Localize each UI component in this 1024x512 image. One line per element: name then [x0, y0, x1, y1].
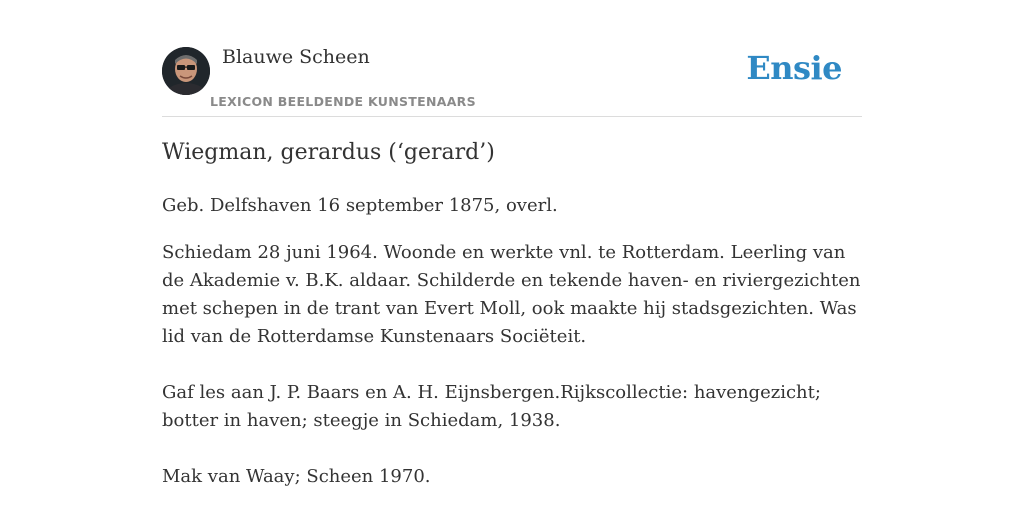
- article-title: Wiegman, gerardus (‘gerard’): [162, 140, 495, 165]
- avatar-photo-icon: [162, 47, 210, 95]
- author-name-link[interactable]: Blauwe Scheen: [222, 46, 370, 68]
- author-avatar[interactable]: [162, 47, 210, 95]
- header: [162, 44, 862, 117]
- collection-link[interactable]: LEXICON BEELDENDE KUNSTENAARS: [210, 94, 476, 109]
- article-paragraph: Schiedam 28 juni 1964. Woonde en werkte vnl. te Rotterdam. Leerling van de Akademie v. B.K. aldaar. Schilderde en tekende haven- en riviergezichten met schepen in de trant van Evert Moll, ook maakte hij stadsgezichten. Was lid van de Rotterdamse Kunstenaars Sociëteit.: [162, 242, 861, 347]
- article-paragraph: Geb. Delfshaven 16 september 1875, overl.: [162, 195, 558, 216]
- article-paragraph: Gaf les aan J. P. Baars en A. H. Eijnsbergen.Rijkscollectie: havengezicht; botter in haven; steegje in Schiedam, 1938.: [162, 382, 821, 431]
- article-paragraph: Mak van Waay; Scheen 1970.: [162, 466, 431, 487]
- site-logo[interactable]: Ensie: [746, 49, 842, 87]
